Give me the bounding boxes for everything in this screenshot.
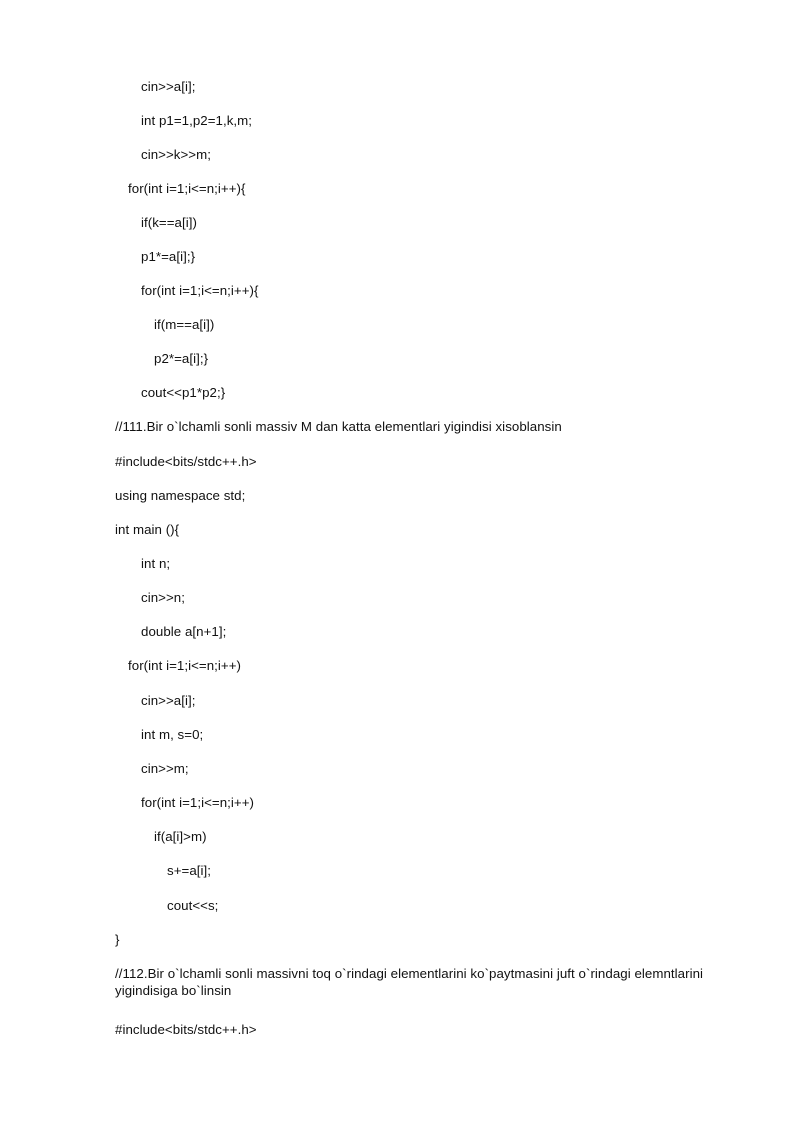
code-line: }	[115, 932, 120, 947]
code-line: cout<<p1*p2;}	[141, 385, 226, 400]
code-line: s+=a[i];	[167, 863, 212, 878]
code-line: cin>>m;	[141, 761, 189, 776]
code-line: cin>>k>>m;	[141, 147, 211, 162]
code-line: #include<bits/stdc++.h>	[115, 454, 257, 469]
code-line: for(int i=1;i<=n;i++)	[128, 658, 242, 673]
code-line: using namespace std;	[115, 488, 246, 503]
comment-line: //111.Bir o`lchamli sonli massiv M dan katta elementlari yigindisi xisoblansin	[115, 419, 562, 434]
code-line: if(m==a[i])	[154, 317, 215, 332]
code-line: int main (){	[115, 522, 180, 537]
comment-line: //112.Bir o`lchamli sonli massivni toq o`rindagi elementlarini ko`paytmasini juft o`rindagi elemntlarini yigindisiga bo`linsin	[115, 966, 704, 998]
code-line: p1*=a[i];}	[141, 249, 196, 264]
code-line: for(int i=1;i<=n;i++)	[141, 795, 255, 810]
code-line: int n;	[141, 556, 171, 571]
code-line: cin>>n;	[141, 590, 185, 605]
code-line: for(int i=1;i<=n;i++){	[141, 283, 259, 298]
code-line: if(k==a[i])	[141, 215, 197, 230]
code-line: int m, s=0;	[141, 727, 204, 742]
code-line: double a[n+1];	[141, 624, 227, 639]
code-line: cin>>a[i];	[141, 693, 196, 708]
code-line: p2*=a[i];}	[154, 351, 209, 366]
code-line: cout<<s;	[167, 898, 219, 913]
code-line: int p1=1,p2=1,k,m;	[141, 113, 253, 128]
code-line: if(a[i]>m)	[154, 829, 207, 844]
code-line: for(int i=1;i<=n;i++){	[128, 181, 246, 196]
code-line: #include<bits/stdc++.h>	[115, 1022, 257, 1037]
code-line: cin>>a[i];	[141, 79, 196, 94]
